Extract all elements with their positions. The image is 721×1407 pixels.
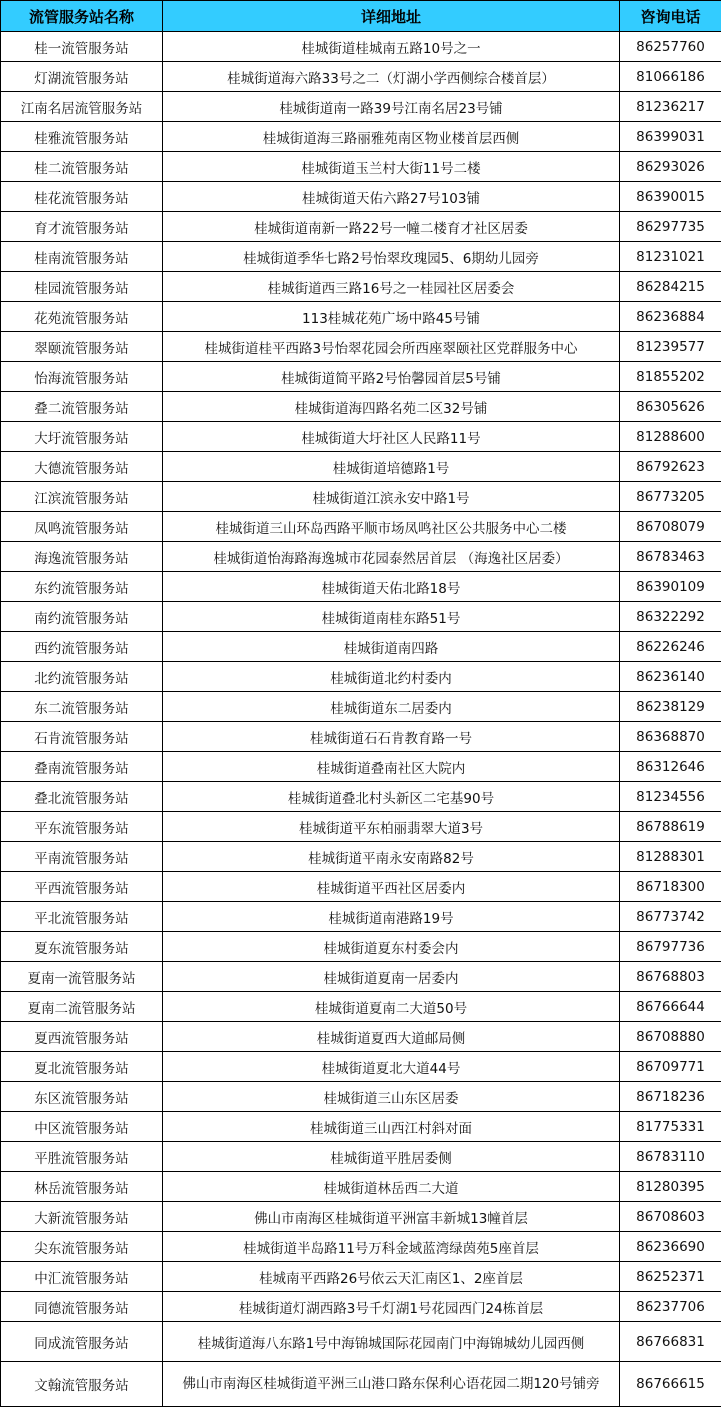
table-row: [1, 272, 721, 302]
table-row: [1, 212, 721, 242]
address-cell: 桂城街道叠北村头新区二宅基90号: [163, 782, 620, 812]
phone-cell: 86236140: [620, 662, 721, 692]
phone-cell: 86708603: [620, 1202, 721, 1232]
table-row: [1, 92, 721, 122]
address-cell: 桂城街道林岳西二大道: [163, 1172, 620, 1202]
phone-cell: 86305626: [620, 392, 721, 422]
phone-cell: 86766615: [620, 1362, 721, 1407]
phone-cell: 86297735: [620, 212, 721, 242]
phone-cell: 86293026: [620, 152, 721, 182]
station-name-cell: 凤鸣流管服务站: [1, 512, 163, 542]
address-cell: 桂城街道大圩社区人民路11号: [163, 422, 620, 452]
address-cell: 桂城街道石石肯教育路一号: [163, 722, 620, 752]
address-cell: 桂城街道三山环岛西路平顺市场凤鸣社区公共服务中心二楼: [163, 512, 620, 542]
address-cell: 桂城街道海六路33号之二（灯湖小学西侧综合楼首层）: [163, 62, 620, 92]
address-cell: 桂城街道南四路: [163, 632, 620, 662]
station-name-cell: 石肯流管服务站: [1, 722, 163, 752]
table-row: [1, 992, 721, 1022]
table-row: [1, 242, 721, 272]
table-row: [1, 1292, 721, 1322]
table-row: [1, 902, 721, 932]
station-name-cell: 桂南流管服务站: [1, 242, 163, 272]
address-cell: 桂城街道桂平西路3号怡翠花园会所西座翠颐社区党群服务中心: [163, 332, 620, 362]
address-cell: 桂城街道平南永安南路82号: [163, 842, 620, 872]
phone-cell: 81231021: [620, 242, 721, 272]
address-cell: 桂城街道季华七路2号怡翠玫瑰园5、6期幼儿园旁: [163, 242, 620, 272]
phone-cell: 81280395: [620, 1172, 721, 1202]
phone-cell: 86322292: [620, 602, 721, 632]
station-name-cell: 夏南一流管服务站: [1, 962, 163, 992]
station-name-cell: 夏西流管服务站: [1, 1022, 163, 1052]
station-name-cell: 桂雅流管服务站: [1, 122, 163, 152]
phone-cell: 86709771: [620, 1052, 721, 1082]
phone-cell: 86766644: [620, 992, 721, 1022]
address-cell: 桂城街道南桂东路51号: [163, 602, 620, 632]
phone-cell: 86766831: [620, 1322, 721, 1362]
address-cell: 桂城街道灯湖西路3号千灯湖1号花园西门24栋首层: [163, 1292, 620, 1322]
address-cell: 113桂城花苑广场中路45号铺: [163, 302, 620, 332]
table-row: [1, 632, 721, 662]
station-name-cell: 怡海流管服务站: [1, 362, 163, 392]
station-name-cell: 同成流管服务站: [1, 1322, 163, 1362]
address-cell: 桂城街道南港路19号: [163, 902, 620, 932]
station-name-cell: 夏东流管服务站: [1, 932, 163, 962]
table-row: [1, 1232, 721, 1262]
station-name-cell: 灯湖流管服务站: [1, 62, 163, 92]
table-row: [1, 1362, 721, 1407]
phone-cell: 86236690: [620, 1232, 721, 1262]
table-row: [1, 1082, 721, 1112]
table-row: [1, 1322, 721, 1362]
phone-cell: 86708079: [620, 512, 721, 542]
address-cell: 桂城街道夏南二大道50号: [163, 992, 620, 1022]
phone-cell: 86312646: [620, 752, 721, 782]
phone-cell: 81066186: [620, 62, 721, 92]
table-row: [1, 752, 721, 782]
table-row: [1, 962, 721, 992]
table-row: [1, 842, 721, 872]
station-name-cell: 西约流管服务站: [1, 632, 163, 662]
address-cell: 桂城街道天佑六路27号103铺: [163, 182, 620, 212]
table-row: [1, 602, 721, 632]
station-name-cell: 文翰流管服务站: [1, 1362, 163, 1407]
table-row: [1, 452, 721, 482]
table-row: [1, 152, 721, 182]
table-row: [1, 482, 721, 512]
phone-cell: 86390015: [620, 182, 721, 212]
station-name-cell: 大德流管服务站: [1, 452, 163, 482]
table-row: [1, 392, 721, 422]
table-row: [1, 362, 721, 392]
phone-cell: 86768803: [620, 962, 721, 992]
station-name-cell: 大新流管服务站: [1, 1202, 163, 1232]
station-name-cell: 东约流管服务站: [1, 572, 163, 602]
phone-cell: 86773742: [620, 902, 721, 932]
station-name-cell: 东区流管服务站: [1, 1082, 163, 1112]
table-row: [1, 572, 721, 602]
station-name-cell: 海逸流管服务站: [1, 542, 163, 572]
phone-cell: 86718236: [620, 1082, 721, 1112]
address-cell: 桂城街道简平路2号怡馨园首层5号铺: [163, 362, 620, 392]
address-cell: 桂城街道夏北大道44号: [163, 1052, 620, 1082]
phone-cell: 81239577: [620, 332, 721, 362]
address-cell: 桂城街道玉兰村大街11号二楼: [163, 152, 620, 182]
address-cell: 桂城街道夏南一居委内: [163, 962, 620, 992]
table-row: [1, 1022, 721, 1052]
address-cell: 桂城街道桂城南五路10号之一: [163, 32, 620, 62]
station-name-cell: 中汇流管服务站: [1, 1262, 163, 1292]
table-row: [1, 302, 721, 332]
phone-cell: 86226246: [620, 632, 721, 662]
address-cell: 佛山市南海区桂城街道平洲富丰新城13幢首层: [163, 1202, 620, 1232]
station-name-cell: 育才流管服务站: [1, 212, 163, 242]
station-name-cell: 叠二流管服务站: [1, 392, 163, 422]
table-row: [1, 1052, 721, 1082]
header-station-name: 流管服务站名称: [1, 1, 163, 32]
table-row: [1, 1262, 721, 1292]
station-name-cell: 平东流管服务站: [1, 812, 163, 842]
phone-cell: 86783463: [620, 542, 721, 572]
station-name-cell: 江南名居流管服务站: [1, 92, 163, 122]
phone-cell: 86783110: [620, 1142, 721, 1172]
station-name-cell: 夏南二流管服务站: [1, 992, 163, 1022]
station-name-cell: 尖东流管服务站: [1, 1232, 163, 1262]
table-row: [1, 1142, 721, 1172]
address-cell: 桂城街道三山西江村斜对面: [163, 1112, 620, 1142]
phone-cell: 86792623: [620, 452, 721, 482]
table-row: [1, 122, 721, 152]
phone-cell: 81234556: [620, 782, 721, 812]
station-name-cell: 叠北流管服务站: [1, 782, 163, 812]
table-row: [1, 692, 721, 722]
table-row: [1, 1112, 721, 1142]
address-cell: 桂城街道夏西大道邮局侧: [163, 1022, 620, 1052]
table-row: [1, 422, 721, 452]
station-name-cell: 东二流管服务站: [1, 692, 163, 722]
phone-cell: 86788619: [620, 812, 721, 842]
address-cell: 桂城街道怡海路海逸城市花园泰然居首层 （海逸社区居委）: [163, 542, 620, 572]
table-row: [1, 662, 721, 692]
address-cell: 桂城街道平胜居委侧: [163, 1142, 620, 1172]
phone-cell: 86238129: [620, 692, 721, 722]
address-cell: 桂城街道培德路1号: [163, 452, 620, 482]
address-cell: 桂城街道半岛路11号万科金域蓝湾绿茵苑5座首层: [163, 1232, 620, 1262]
address-cell: 桂城街道平西社区居委内: [163, 872, 620, 902]
address-cell: 桂城南平西路26号依云天汇南区1、2座首层: [163, 1262, 620, 1292]
station-name-cell: 桂园流管服务站: [1, 272, 163, 302]
phone-cell: 81288301: [620, 842, 721, 872]
table-header: [1, 1, 721, 32]
station-name-cell: 桂二流管服务站: [1, 152, 163, 182]
phone-cell: 86718300: [620, 872, 721, 902]
station-name-cell: 同德流管服务站: [1, 1292, 163, 1322]
phone-cell: 86399031: [620, 122, 721, 152]
address-cell: 桂城街道海八东路1号中海锦城国际花园南门中海锦城幼儿园西侧: [163, 1322, 620, 1362]
address-cell: 桂城街道海三路丽雅苑南区物业楼首层西侧: [163, 122, 620, 152]
header-row: [1, 1, 721, 32]
station-name-cell: 翠颐流管服务站: [1, 332, 163, 362]
station-name-cell: 北约流管服务站: [1, 662, 163, 692]
table-row: [1, 182, 721, 212]
address-cell: 桂城街道夏东村委会内: [163, 932, 620, 962]
table-row: [1, 512, 721, 542]
table-row: [1, 932, 721, 962]
table-row: [1, 332, 721, 362]
phone-cell: 86368870: [620, 722, 721, 752]
phone-cell: 86773205: [620, 482, 721, 512]
station-name-cell: 叠南流管服务站: [1, 752, 163, 782]
station-name-cell: 平胜流管服务站: [1, 1142, 163, 1172]
address-cell: 桂城街道海四路名苑二区32号铺: [163, 392, 620, 422]
address-cell: 桂城街道西三路16号之一桂园社区居委会: [163, 272, 620, 302]
address-cell: 桂城街道南一路39号江南名居23号铺: [163, 92, 620, 122]
phone-cell: 86236884: [620, 302, 721, 332]
phone-cell: 86257760: [620, 32, 721, 62]
phone-cell: 86708880: [620, 1022, 721, 1052]
station-name-cell: 夏北流管服务站: [1, 1052, 163, 1082]
address-cell: 桂城街道三山东区居委: [163, 1082, 620, 1112]
header-address: 详细地址: [163, 1, 620, 32]
table-row: [1, 1172, 721, 1202]
address-cell: 桂城街道北约村委内: [163, 662, 620, 692]
station-name-cell: 中区流管服务站: [1, 1112, 163, 1142]
table-row: [1, 32, 721, 62]
table-row: [1, 872, 721, 902]
station-name-cell: 平西流管服务站: [1, 872, 163, 902]
address-cell: 桂城街道天佑北路18号: [163, 572, 620, 602]
station-name-cell: 花苑流管服务站: [1, 302, 163, 332]
phone-cell: 86252371: [620, 1262, 721, 1292]
station-name-cell: 平南流管服务站: [1, 842, 163, 872]
station-name-cell: 平北流管服务站: [1, 902, 163, 932]
table-row: [1, 1202, 721, 1232]
header-phone: 咨询电话: [620, 1, 721, 32]
address-cell: 桂城街道东二居委内: [163, 692, 620, 722]
phone-cell: 81775331: [620, 1112, 721, 1142]
station-name-cell: 南约流管服务站: [1, 602, 163, 632]
phone-cell: 81288600: [620, 422, 721, 452]
table-row: [1, 542, 721, 572]
phone-cell: 81236217: [620, 92, 721, 122]
address-cell: 桂城街道平东柏丽翡翠大道3号: [163, 812, 620, 842]
table-body: [1, 32, 721, 1407]
address-cell: 佛山市南海区桂城街道平洲三山港口路东保利心语花园二期120号铺旁: [163, 1362, 620, 1407]
station-name-cell: 桂花流管服务站: [1, 182, 163, 212]
phone-cell: 86237706: [620, 1292, 721, 1322]
table-row: [1, 722, 721, 752]
table-row: [1, 812, 721, 842]
table-row: [1, 782, 721, 812]
phone-cell: 86390109: [620, 572, 721, 602]
phone-cell: 86797736: [620, 932, 721, 962]
station-name-cell: 大圩流管服务站: [1, 422, 163, 452]
address-cell: 桂城街道叠南社区大院内: [163, 752, 620, 782]
station-name-cell: 桂一流管服务站: [1, 32, 163, 62]
address-cell: 桂城街道南新一路22号一幢二楼育才社区居委: [163, 212, 620, 242]
address-cell: 桂城街道江滨永安中路1号: [163, 482, 620, 512]
table-row: [1, 62, 721, 92]
phone-cell: 81855202: [620, 362, 721, 392]
station-name-cell: 林岳流管服务站: [1, 1172, 163, 1202]
phone-cell: 86284215: [620, 272, 721, 302]
station-name-cell: 江滨流管服务站: [1, 482, 163, 512]
